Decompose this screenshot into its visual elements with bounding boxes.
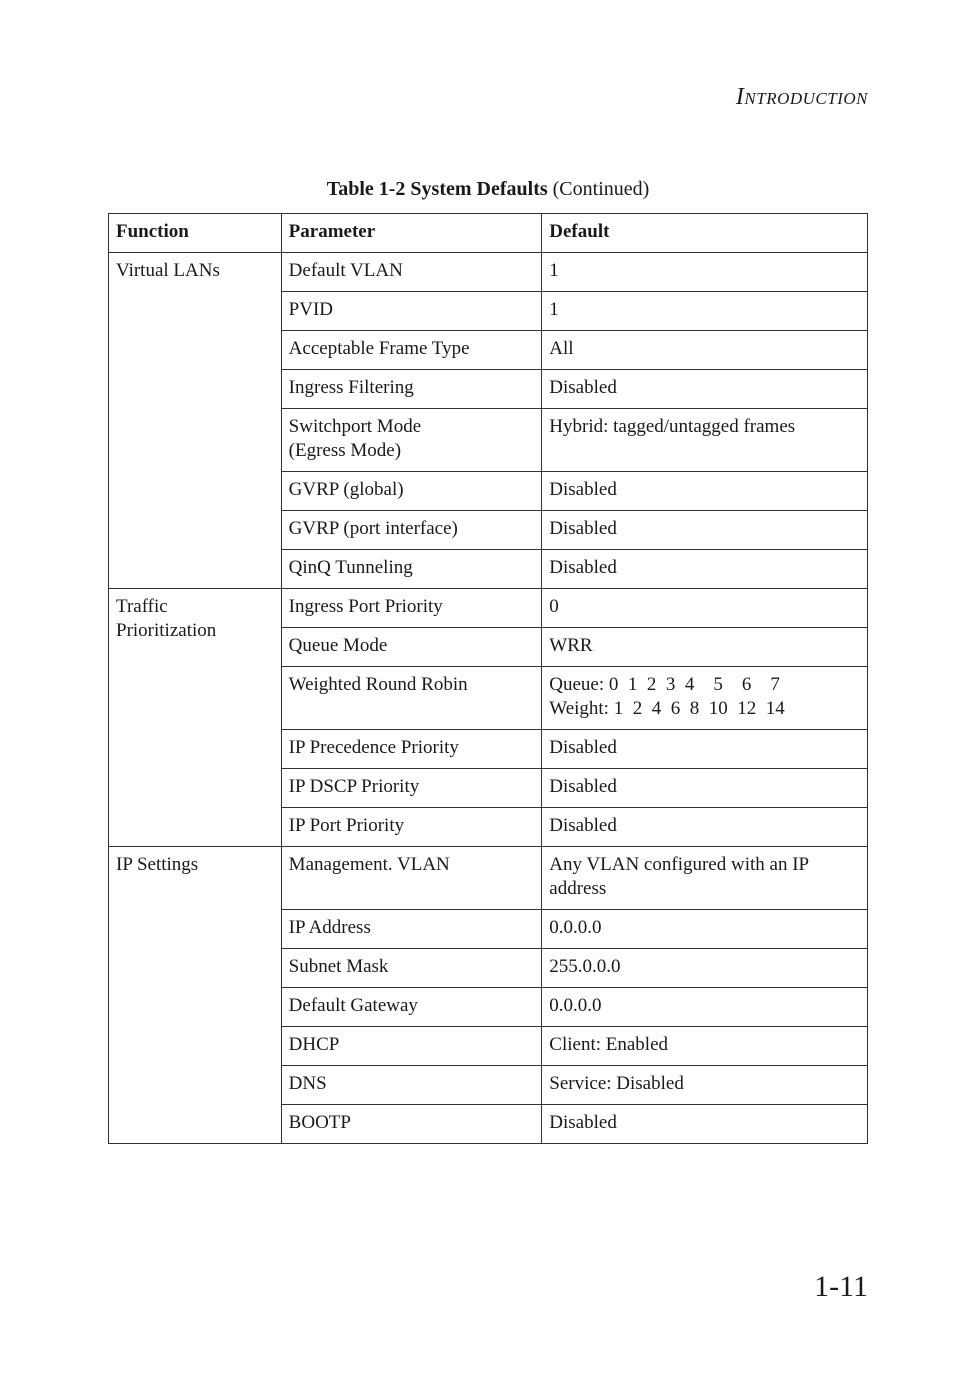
cell-line: Ingress Filtering (288, 377, 414, 398)
cell-line: (Egress Mode) (288, 440, 402, 461)
cell-line: 0.0.0.0 (549, 995, 602, 1016)
cell-line: All (549, 338, 574, 359)
default-cell (542, 409, 868, 472)
parameter-cell (281, 253, 542, 292)
parameter-cell (281, 949, 542, 988)
parameter-cell (281, 988, 542, 1027)
cell-line: Client: Enabled (549, 1034, 669, 1055)
default-cell (542, 628, 868, 667)
table-row (109, 253, 868, 292)
cell-line: WRR (549, 635, 593, 656)
cell-line: IP DSCP Priority (288, 776, 420, 797)
default-cell (542, 550, 868, 589)
cell-line: Prioritization (116, 620, 217, 641)
cell-line: BOOTP (288, 1112, 351, 1133)
default-cell (542, 253, 868, 292)
cell-line: IP Port Priority (288, 815, 405, 836)
table-header-row (109, 214, 868, 253)
cell-line: Disabled (549, 479, 617, 500)
page-number: 1-11 (814, 1270, 868, 1303)
parameter-cell (281, 910, 542, 949)
default-cell (542, 769, 868, 808)
cell-line: GVRP (port interface) (288, 518, 458, 539)
parameter-cell (281, 472, 542, 511)
cell-line: 1 (549, 299, 559, 320)
table-caption-label: Table 1-2 System Defaults (326, 178, 548, 200)
default-cell (542, 988, 868, 1027)
cell-line: Any VLAN configured with an IP (549, 854, 810, 875)
default-cell (542, 847, 868, 910)
running-head (736, 84, 868, 111)
cell-line: Management. VLAN (288, 854, 450, 875)
default-cell (542, 808, 868, 847)
parameter-cell (281, 409, 542, 472)
column-header-default: Default (542, 214, 868, 253)
cell-line: Service: Disabled (549, 1073, 684, 1094)
parameter-cell (281, 769, 542, 808)
parameter-cell (281, 589, 542, 628)
default-cell (542, 910, 868, 949)
table-caption-suffix: (Continued) (552, 178, 650, 200)
cell-line: 1 (549, 260, 559, 281)
cell-line: Ingress Port Priority (288, 596, 443, 617)
table-caption (108, 178, 868, 201)
cell-line: Traffic (116, 596, 168, 617)
cell-line: Weight: 1 2 4 6 8 10 12 14 (549, 698, 785, 719)
parameter-cell (281, 331, 542, 370)
cell-line: QinQ Tunneling (288, 557, 413, 578)
cell-line: Disabled (549, 557, 617, 578)
parameter-cell (281, 1066, 542, 1105)
cell-line: Disabled (549, 737, 617, 758)
cell-line: Disabled (549, 1112, 617, 1133)
running-head-rest: NTRODUCTION (744, 89, 868, 108)
system-defaults-table (108, 213, 868, 1144)
cell-line: Weighted Round Robin (288, 674, 468, 695)
default-cell (542, 667, 868, 730)
cell-line: Default Gateway (288, 995, 418, 1016)
function-cell (109, 589, 282, 847)
cell-line: address (549, 878, 607, 899)
cell-line: Disabled (549, 815, 617, 836)
default-cell (542, 1066, 868, 1105)
running-head-initial: I (735, 84, 745, 110)
table-row (109, 589, 868, 628)
parameter-cell (281, 847, 542, 910)
cell-line: Subnet Mask (288, 956, 389, 977)
parameter-cell (281, 370, 542, 409)
cell-line: Default VLAN (288, 260, 403, 281)
cell-line: DNS (288, 1073, 327, 1094)
cell-line: IP Precedence Priority (288, 737, 459, 758)
cell-line: Switchport Mode (288, 416, 422, 437)
function-cell (109, 253, 282, 589)
default-cell (542, 370, 868, 409)
default-cell (542, 331, 868, 370)
cell-line: Disabled (549, 776, 617, 797)
cell-line: IP Address (288, 917, 371, 938)
parameter-cell (281, 730, 542, 769)
cell-line: GVRP (global) (288, 479, 404, 500)
function-cell (109, 847, 282, 1144)
parameter-cell (281, 550, 542, 589)
cell-line: 0.0.0.0 (549, 917, 602, 938)
parameter-cell (281, 292, 542, 331)
parameter-cell (281, 1027, 542, 1066)
default-cell (542, 1105, 868, 1144)
default-cell (542, 1027, 868, 1066)
default-cell (542, 949, 868, 988)
cell-line: Virtual LANs (116, 260, 220, 281)
default-cell (542, 730, 868, 769)
column-header-function: Function (109, 214, 282, 253)
cell-line: 0 (549, 596, 559, 617)
parameter-cell (281, 667, 542, 730)
cell-line: PVID (288, 299, 334, 320)
table-row (109, 847, 868, 910)
parameter-cell (281, 1105, 542, 1144)
cell-line: Disabled (549, 377, 617, 398)
cell-line: Acceptable Frame Type (288, 338, 470, 359)
parameter-cell (281, 511, 542, 550)
cell-line: Disabled (549, 518, 617, 539)
default-cell (542, 472, 868, 511)
table-body (109, 253, 868, 1144)
parameter-cell (281, 628, 542, 667)
cell-line: Queue: 0 1 2 3 4 5 6 7 (549, 674, 780, 695)
cell-line: Queue Mode (288, 635, 388, 656)
cell-line: DHCP (288, 1034, 340, 1055)
default-cell (542, 589, 868, 628)
cell-line: IP Settings (116, 854, 199, 875)
cell-line: Hybrid: tagged/untagged frames (549, 416, 796, 437)
parameter-cell (281, 808, 542, 847)
cell-line: 255.0.0.0 (549, 956, 621, 977)
default-cell (542, 292, 868, 331)
default-cell (542, 511, 868, 550)
column-header-parameter: Parameter (281, 214, 542, 253)
